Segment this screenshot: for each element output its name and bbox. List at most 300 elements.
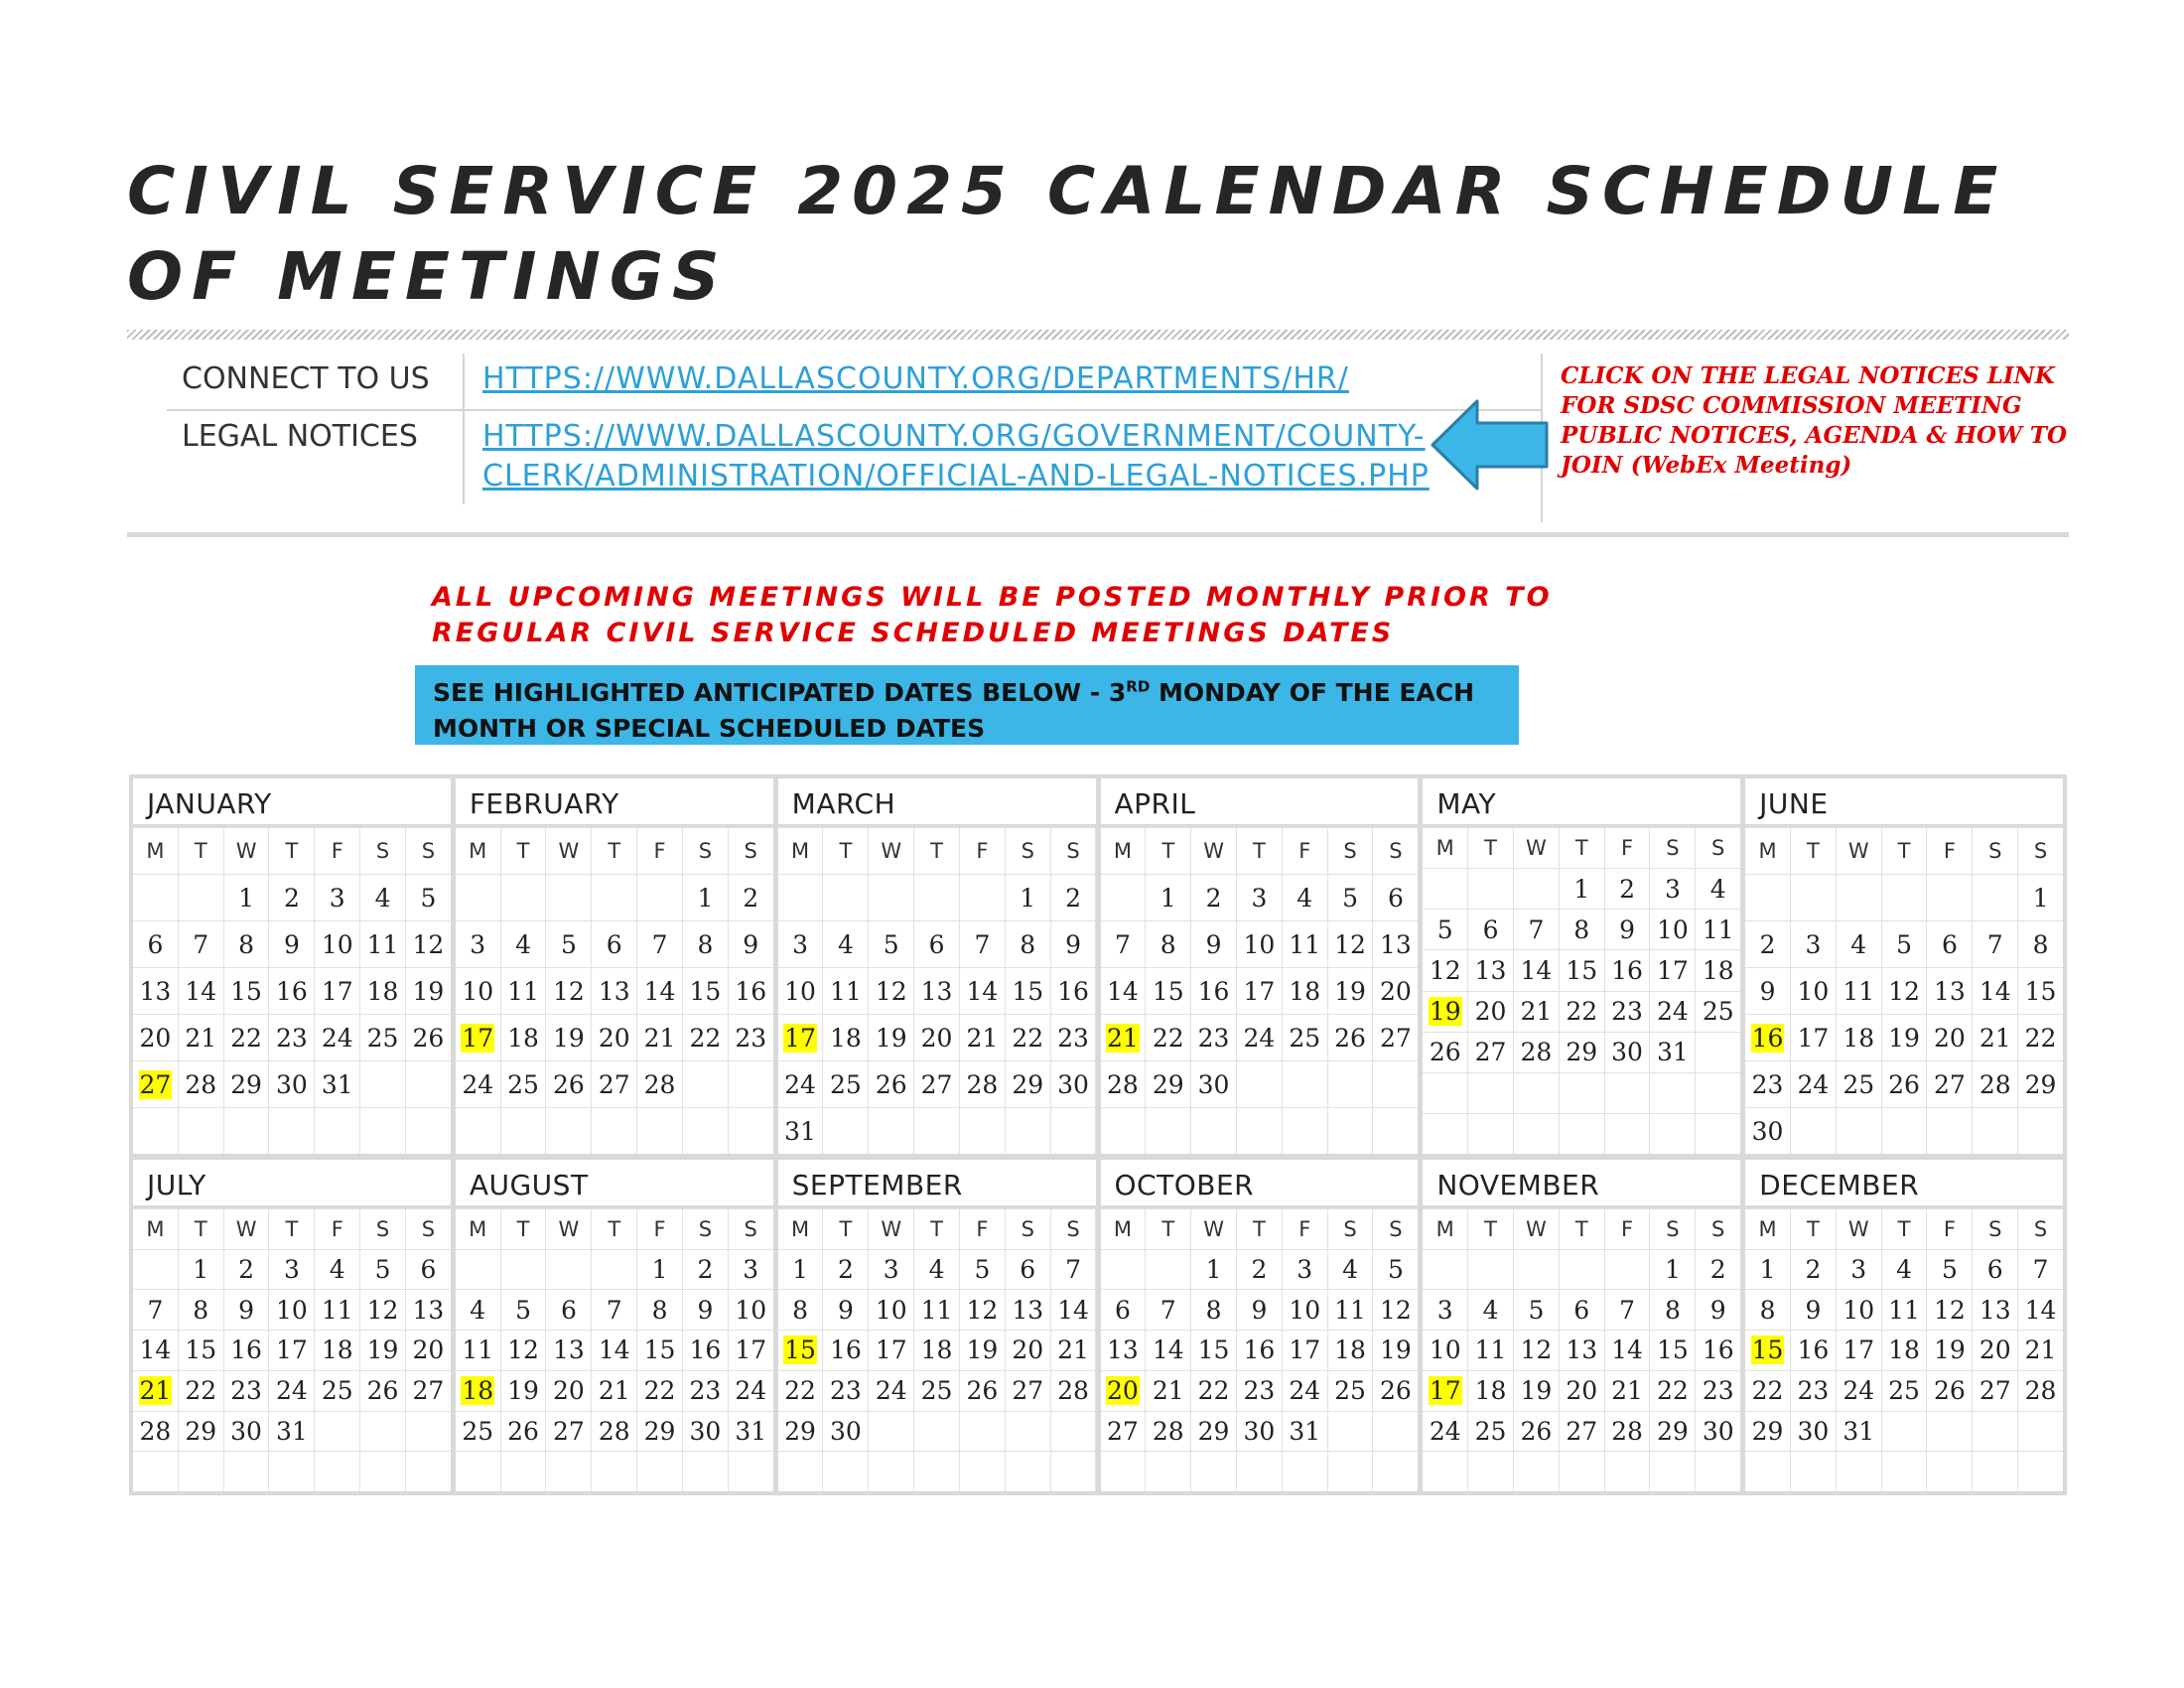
day-number: 19 [1379, 1336, 1412, 1365]
info-column-divider [463, 353, 465, 504]
day-number: 21 [1979, 1023, 2011, 1053]
day-number: 29 [2024, 1069, 2057, 1099]
day-number: 28 [2024, 1376, 2057, 1406]
day-cell [729, 1015, 773, 1060]
day-number: 23 [230, 1376, 262, 1406]
day-cell [1882, 1331, 1927, 1370]
weekday-header: M [456, 828, 500, 874]
empty-day-cell [1927, 1108, 1972, 1154]
day-cell [315, 1290, 359, 1330]
day-cell [1006, 921, 1050, 967]
day-number: 3 [743, 1255, 759, 1285]
month-name: JUNE [1745, 778, 2063, 827]
day-cell [269, 1412, 314, 1452]
day-cell [1423, 910, 1467, 949]
day-number: 28 [139, 1416, 172, 1446]
day-cell [1237, 1015, 1282, 1060]
legal-link-line-2[interactable]: CLERK/ADMINISTRATION/OFFICIAL-AND-LEGAL-NOTICES.PHP [482, 459, 1430, 493]
day-cell [1560, 992, 1604, 1032]
day-cell [592, 1331, 636, 1370]
day-cell [1101, 921, 1146, 967]
day-cell [778, 1371, 823, 1411]
day-cell [315, 1250, 359, 1290]
day-number: 11 [1843, 976, 1875, 1006]
day-cell [1514, 1371, 1559, 1411]
day-cell [1051, 1015, 1096, 1060]
month-day-grid [778, 1208, 1096, 1491]
empty-day-cell [360, 1061, 405, 1107]
day-cell [1745, 1108, 1790, 1154]
empty-day-cell [1882, 1412, 1927, 1452]
day-cell [683, 1290, 728, 1330]
day-number: 20 [552, 1376, 585, 1406]
day-number: 17 [1797, 1023, 1830, 1053]
day-number: 24 [735, 1376, 767, 1406]
day-number: 15 [1152, 976, 1184, 1006]
empty-day-cell [1745, 1452, 1790, 1491]
day-cell [224, 1331, 269, 1370]
day-cell [729, 1250, 773, 1290]
day-cell [778, 1412, 823, 1452]
empty-day-cell [592, 1108, 636, 1154]
day-number: 20 [412, 1336, 445, 1365]
day-number: 13 [1107, 1336, 1139, 1365]
weekday-header: S [406, 1209, 451, 1249]
day-cell [1927, 1331, 1972, 1370]
day-number: 18 [1843, 1023, 1875, 1053]
meeting-date-number: 20 [1107, 1376, 1139, 1406]
empty-day-cell [1696, 1033, 1740, 1072]
empty-day-cell [1468, 1452, 1513, 1491]
day-cell [315, 1015, 359, 1060]
day-number: 26 [875, 1069, 907, 1099]
connect-link[interactable]: HTTPS://WWW.DALLASCOUNTY.ORG/DEPARTMENTS/HR/ [482, 361, 1349, 396]
day-number: 6 [928, 929, 945, 959]
day-number: 30 [1702, 1416, 1734, 1446]
day-number: 1 [1573, 874, 1590, 904]
weekday-header: S [406, 828, 451, 874]
day-cell [592, 1412, 636, 1452]
day-number: 15 [643, 1336, 676, 1365]
day-cell [1927, 1290, 1972, 1330]
day-number: 31 [1843, 1416, 1875, 1446]
empty-day-cell [1468, 869, 1513, 909]
weekday-header: S [1006, 828, 1050, 874]
day-cell [1468, 1331, 1513, 1370]
day-number: 24 [875, 1376, 907, 1406]
empty-day-cell [729, 1452, 773, 1491]
empty-day-cell [1328, 1412, 1373, 1452]
day-number: 6 [1020, 1255, 1036, 1285]
weekday-header: T [1237, 1209, 1282, 1249]
weekday-header: T [914, 828, 959, 874]
day-number: 15 [1566, 955, 1598, 985]
weekday-header: T [823, 828, 868, 874]
day-cell [179, 1331, 223, 1370]
empty-day-cell [315, 1452, 359, 1491]
day-number: 27 [1379, 1023, 1412, 1053]
day-cell [1423, 1331, 1467, 1370]
day-cell [1927, 921, 1972, 967]
weekday-header: S [1373, 828, 1418, 874]
day-number: 25 [1334, 1376, 1366, 1406]
day-cell [1373, 1331, 1418, 1370]
day-number: 1 [1205, 1255, 1222, 1285]
day-number: 29 [1197, 1416, 1230, 1446]
day-number: 14 [1107, 976, 1139, 1006]
empty-day-cell [1051, 1412, 1096, 1452]
month-name: JANUARY [133, 778, 451, 827]
meeting-date-number: 17 [1429, 1376, 1461, 1406]
day-cell [1837, 1412, 1881, 1452]
day-cell [729, 875, 773, 920]
day-number: 10 [1797, 976, 1830, 1006]
day-number: 22 [1751, 1376, 1784, 1406]
weekday-header: T [1882, 828, 1927, 874]
day-cell [1882, 1061, 1927, 1107]
day-number: 21 [1520, 997, 1553, 1027]
weekday-header: S [1051, 828, 1096, 874]
highlighted-meeting-date [133, 1061, 178, 1107]
day-cell [360, 1290, 405, 1330]
empty-day-cell [637, 875, 682, 920]
day-cell [179, 1371, 223, 1411]
day-number: 1 [1160, 883, 1176, 913]
day-number: 18 [829, 1023, 862, 1053]
day-cell [315, 875, 359, 920]
meeting-date-number: 27 [139, 1069, 172, 1099]
day-cell [1791, 1250, 1836, 1290]
empty-day-cell [729, 1108, 773, 1154]
legal-link-line-1[interactable]: HTTPS://WWW.DALLASCOUNTY.ORG/GOVERNMENT/COUNTY- [482, 419, 1426, 454]
empty-day-cell [1283, 1452, 1327, 1491]
day-cell [823, 1250, 868, 1290]
day-cell [1605, 1033, 1650, 1072]
meeting-date-number: 19 [1429, 997, 1461, 1027]
day-number: 6 [606, 929, 622, 959]
meeting-date-number: 17 [784, 1023, 816, 1053]
day-number: 7 [651, 929, 668, 959]
empty-day-cell [1423, 1114, 1467, 1154]
day-cell [823, 1061, 868, 1107]
day-cell [1328, 1331, 1373, 1370]
day-cell [1514, 1412, 1559, 1452]
day-cell [1560, 950, 1604, 990]
day-number: 23 [1611, 997, 1643, 1027]
weekday-header: F [960, 1209, 1005, 1249]
connect-label: CONNECT TO US [182, 361, 430, 396]
day-number: 10 [1289, 1295, 1321, 1325]
highlighted-meeting-date [133, 1371, 178, 1411]
day-number: 13 [412, 1295, 445, 1325]
empty-day-cell [1605, 1452, 1650, 1491]
day-number: 31 [1656, 1038, 1689, 1067]
day-number: 6 [420, 1255, 437, 1285]
day-cell [1696, 992, 1740, 1032]
day-number: 7 [147, 1295, 164, 1325]
day-cell [501, 1412, 546, 1452]
empty-day-cell [1514, 1073, 1559, 1113]
day-cell [224, 1015, 269, 1060]
day-cell [683, 1331, 728, 1370]
day-number: 23 [1057, 1023, 1089, 1053]
day-cell [1468, 950, 1513, 990]
day-number: 29 [1152, 1069, 1184, 1099]
day-number: 8 [651, 1295, 668, 1325]
day-number: 12 [412, 929, 445, 959]
weekday-header: F [1283, 828, 1327, 874]
day-number: 26 [1888, 1069, 1920, 1099]
day-cell [1605, 950, 1650, 990]
day-number: 7 [974, 929, 991, 959]
empty-day-cell [315, 1412, 359, 1452]
day-cell [1560, 1371, 1604, 1411]
day-cell [823, 1412, 868, 1452]
empty-day-cell [1973, 1412, 2017, 1452]
day-number: 3 [1664, 874, 1681, 904]
day-cell [406, 1250, 451, 1290]
day-number: 13 [552, 1336, 585, 1365]
day-cell [823, 968, 868, 1014]
day-number: 10 [735, 1295, 767, 1325]
weekday-header: F [637, 1209, 682, 1249]
day-cell [592, 921, 636, 967]
day-number: 11 [1289, 929, 1321, 959]
day-cell [269, 1290, 314, 1330]
day-number: 23 [1702, 1376, 1734, 1406]
day-number: 9 [697, 1295, 714, 1325]
day-cell [501, 1061, 546, 1107]
day-number: 2 [238, 1255, 255, 1285]
weekday-header: T [1468, 828, 1513, 868]
day-number: 24 [1429, 1416, 1461, 1446]
day-cell [1191, 1412, 1236, 1452]
day-number: 11 [321, 1295, 353, 1325]
day-cell [1791, 1412, 1836, 1452]
day-cell [637, 968, 682, 1014]
empty-day-cell [1560, 1250, 1604, 1290]
day-number: 3 [883, 1255, 899, 1285]
day-number: 30 [829, 1416, 862, 1446]
day-cell [1696, 950, 1740, 990]
day-number: 21 [966, 1023, 999, 1053]
weekday-header: F [315, 1209, 359, 1249]
weekday-header: S [1696, 828, 1740, 868]
day-number: 20 [1934, 1023, 1966, 1053]
day-cell [269, 1061, 314, 1107]
month-july [133, 1160, 451, 1491]
day-cell [1650, 869, 1695, 909]
weekday-header: T [269, 828, 314, 874]
empty-day-cell [960, 1452, 1005, 1491]
month-name: DECEMBER [1745, 1160, 2063, 1208]
day-number: 20 [920, 1023, 953, 1053]
day-number: 29 [1566, 1038, 1598, 1067]
day-number: 10 [1243, 929, 1276, 959]
day-number: 31 [784, 1116, 816, 1146]
empty-day-cell [2018, 1452, 2063, 1491]
month-name: MAY [1423, 778, 1740, 827]
day-cell [1237, 968, 1282, 1014]
day-cell [1927, 1250, 1972, 1290]
day-cell [1745, 1250, 1790, 1290]
day-number: 23 [735, 1023, 767, 1053]
legal-notices-link[interactable] [482, 417, 1505, 496]
day-number: 2 [1709, 1255, 1726, 1285]
weekday-header: W [869, 1209, 913, 1249]
day-number: 14 [185, 976, 217, 1006]
weekday-header: S [1373, 1209, 1418, 1249]
day-cell [778, 1061, 823, 1107]
day-cell [1237, 1331, 1282, 1370]
weekday-header: T [501, 1209, 546, 1249]
day-number: 9 [1805, 1295, 1822, 1325]
day-number: 22 [1566, 997, 1598, 1027]
day-cell [501, 1371, 546, 1411]
day-number: 27 [1012, 1376, 1044, 1406]
day-number: 10 [1843, 1295, 1875, 1325]
day-number: 21 [643, 1023, 676, 1053]
day-cell [1051, 1250, 1096, 1290]
day-number: 16 [276, 976, 308, 1006]
day-cell [1605, 869, 1650, 909]
day-cell [823, 921, 868, 967]
day-cell [179, 1250, 223, 1290]
day-cell [179, 1412, 223, 1452]
weekday-header: F [1605, 828, 1650, 868]
day-number: 7 [1065, 1255, 1082, 1285]
legal-notices-label: LEGAL NOTICES [182, 419, 418, 454]
day-number: 15 [689, 976, 722, 1006]
day-cell [1696, 1290, 1740, 1330]
empty-day-cell [869, 1452, 913, 1491]
day-number: 23 [1243, 1376, 1276, 1406]
day-cell [1423, 1033, 1467, 1072]
empty-day-cell [456, 1108, 500, 1154]
day-number: 11 [829, 976, 862, 1006]
day-number: 11 [1888, 1295, 1920, 1325]
day-cell [1423, 950, 1467, 990]
day-number: 15 [1656, 1336, 1689, 1365]
day-cell [546, 1061, 591, 1107]
empty-day-cell [456, 1250, 500, 1290]
day-number: 28 [598, 1416, 630, 1446]
day-number: 23 [1797, 1376, 1830, 1406]
day-cell [315, 968, 359, 1014]
day-cell [683, 1015, 728, 1060]
highlighted-meeting-date [456, 1371, 500, 1411]
day-number: 28 [1057, 1376, 1089, 1406]
day-cell [960, 1061, 1005, 1107]
day-number: 11 [1334, 1295, 1366, 1325]
day-number: 30 [1797, 1416, 1830, 1446]
day-cell [1191, 1015, 1236, 1060]
day-cell [1650, 1033, 1695, 1072]
empty-day-cell [456, 1452, 500, 1491]
day-number: 19 [875, 1023, 907, 1053]
day-number: 30 [1197, 1069, 1230, 1099]
day-number: 17 [735, 1336, 767, 1365]
day-cell [1605, 1331, 1650, 1370]
empty-day-cell [1696, 1114, 1740, 1154]
day-cell [360, 921, 405, 967]
day-number: 21 [1611, 1376, 1643, 1406]
day-cell [1468, 910, 1513, 949]
day-number: 12 [875, 976, 907, 1006]
empty-day-cell [683, 1452, 728, 1491]
day-number: 19 [966, 1336, 999, 1365]
empty-day-cell [1927, 1452, 1972, 1491]
day-number: 8 [1205, 1295, 1222, 1325]
day-cell [1191, 1371, 1236, 1411]
day-cell [1560, 1412, 1604, 1452]
day-cell [1051, 968, 1096, 1014]
day-number: 11 [920, 1295, 953, 1325]
day-number: 19 [552, 1023, 585, 1053]
day-number: 7 [1114, 929, 1131, 959]
day-number: 1 [2032, 883, 2049, 913]
day-number: 9 [283, 929, 300, 959]
weekday-header: S [360, 1209, 405, 1249]
day-number: 17 [875, 1336, 907, 1365]
empty-day-cell [1373, 1061, 1418, 1107]
day-number: 18 [1702, 955, 1734, 985]
day-cell [1605, 910, 1650, 949]
day-cell [224, 1250, 269, 1290]
month-name: FEBRUARY [456, 778, 773, 827]
day-number: 25 [462, 1416, 494, 1446]
day-cell [315, 1061, 359, 1107]
banner-text-part1: SEE HIGHLIGHTED ANTICIPATED DATES BELOW - 3 [433, 678, 1127, 707]
day-cell [637, 1412, 682, 1452]
day-cell [1745, 921, 1790, 967]
day-number: 9 [1251, 1295, 1268, 1325]
day-number: 17 [1656, 955, 1689, 985]
day-cell [2018, 1290, 2063, 1330]
empty-day-cell [224, 1108, 269, 1154]
day-number: 1 [651, 1255, 668, 1285]
day-cell [637, 1015, 682, 1060]
weekday-header: M [1423, 828, 1467, 868]
day-cell [269, 921, 314, 967]
empty-day-cell [546, 875, 591, 920]
empty-day-cell [1006, 1108, 1050, 1154]
day-cell [1514, 1290, 1559, 1330]
day-cell [546, 1371, 591, 1411]
empty-day-cell [1051, 1452, 1096, 1491]
day-number: 26 [1379, 1376, 1412, 1406]
day-cell [1650, 1290, 1695, 1330]
day-cell [1927, 1371, 1972, 1411]
day-cell [1373, 1015, 1418, 1060]
empty-day-cell [1514, 1452, 1559, 1491]
empty-day-cell [501, 1452, 546, 1491]
day-cell [360, 1015, 405, 1060]
month-day-grid [1101, 1208, 1419, 1491]
weekday-header: F [1283, 1209, 1327, 1249]
day-number: 3 [283, 1255, 300, 1285]
weekday-header: T [1237, 828, 1282, 874]
empty-day-cell [1237, 1108, 1282, 1154]
day-cell [2018, 968, 2063, 1014]
meeting-date-number: 15 [784, 1336, 816, 1365]
day-cell [224, 1412, 269, 1452]
day-cell [1605, 1412, 1650, 1452]
day-cell [1560, 910, 1604, 949]
empty-day-cell [456, 875, 500, 920]
month-name: JULY [133, 1160, 451, 1208]
empty-day-cell [1051, 1108, 1096, 1154]
